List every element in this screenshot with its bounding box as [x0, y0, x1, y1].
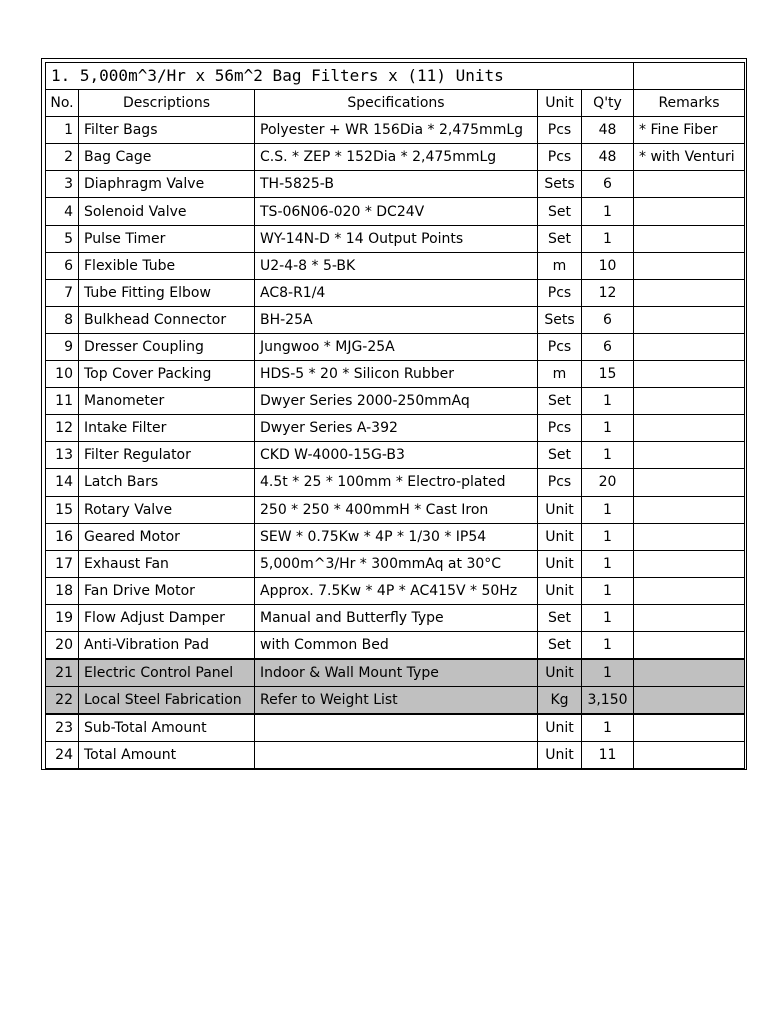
cell-remarks — [634, 361, 745, 388]
cell-no: 13 — [46, 442, 79, 469]
header-qty: Q'ty — [582, 90, 634, 117]
table-row — [46, 523, 745, 550]
cell-unit: m — [538, 361, 582, 388]
cell-qty: 1 — [582, 225, 634, 252]
cell-remarks — [634, 333, 745, 360]
cell-no: 11 — [46, 388, 79, 415]
cell-description: Filter Regulator — [79, 442, 255, 469]
cell-qty: 1 — [582, 659, 634, 687]
cell-description: Bulkhead Connector — [79, 306, 255, 333]
cell-unit: Pcs — [538, 415, 582, 442]
table-row — [46, 550, 745, 577]
cell-unit: Set — [538, 225, 582, 252]
cell-specification: Dwyer Series 2000-250mmAq — [255, 388, 538, 415]
cell-no: 23 — [46, 714, 79, 742]
cell-no: 3 — [46, 171, 79, 198]
cell-no: 4 — [46, 198, 79, 225]
cell-description: Rotary Valve — [79, 496, 255, 523]
cell-description: Flow Adjust Damper — [79, 604, 255, 631]
cell-qty: 6 — [582, 171, 634, 198]
cell-no: 17 — [46, 550, 79, 577]
header-unit: Unit — [538, 90, 582, 117]
table-row — [46, 742, 745, 769]
table-row — [46, 442, 745, 469]
cell-qty: 20 — [582, 469, 634, 496]
cell-specification: TS-06N06-020 * DC24V — [255, 198, 538, 225]
cell-no: 22 — [46, 687, 79, 715]
cell-specification: 5,000m^3/Hr * 300mmAq at 30°C — [255, 550, 538, 577]
cell-qty: 3,150 — [582, 687, 634, 715]
cell-remarks — [634, 714, 745, 742]
cell-specification: 250 * 250 * 400mmH * Cast Iron — [255, 496, 538, 523]
cell-remarks — [634, 252, 745, 279]
cell-specification: HDS-5 * 20 * Silicon Rubber — [255, 361, 538, 388]
cell-no: 10 — [46, 361, 79, 388]
cell-qty: 1 — [582, 442, 634, 469]
cell-specification: Dwyer Series A-392 — [255, 415, 538, 442]
cell-specification — [255, 742, 538, 769]
cell-remarks — [634, 469, 745, 496]
cell-description: Exhaust Fan — [79, 550, 255, 577]
cell-specification: C.S. * ZEP * 152Dia * 2,475mmLg — [255, 144, 538, 171]
cell-unit: Set — [538, 198, 582, 225]
cell-remarks — [634, 604, 745, 631]
header-specifications: Specifications — [255, 90, 538, 117]
cell-specification: AC8-R1/4 — [255, 279, 538, 306]
cell-description: Total Amount — [79, 742, 255, 769]
cell-remarks — [634, 306, 745, 333]
cell-unit: Set — [538, 442, 582, 469]
table-body — [46, 117, 745, 769]
cell-unit: Kg — [538, 687, 582, 715]
table-row — [46, 469, 745, 496]
table-row — [46, 171, 745, 198]
cell-specification: Manual and Butterfly Type — [255, 604, 538, 631]
cell-no: 8 — [46, 306, 79, 333]
cell-qty: 48 — [582, 144, 634, 171]
cell-qty: 6 — [582, 333, 634, 360]
cell-qty: 6 — [582, 306, 634, 333]
cell-description: Solenoid Valve — [79, 198, 255, 225]
table-row — [46, 714, 745, 742]
cell-remarks — [634, 631, 745, 659]
cell-description: Manometer — [79, 388, 255, 415]
cell-unit: Unit — [538, 714, 582, 742]
cell-description: Geared Motor — [79, 523, 255, 550]
cell-qty: 1 — [582, 198, 634, 225]
cell-description: Intake Filter — [79, 415, 255, 442]
cell-remarks: * with Venturi — [634, 144, 745, 171]
cell-no: 12 — [46, 415, 79, 442]
table-title: 1. 5,000m^3/Hr x 56m^2 Bag Filters x (11) Units — [46, 63, 634, 90]
table-row — [46, 415, 745, 442]
cell-specification: U2-4-8 * 5-BK — [255, 252, 538, 279]
header-no: No. — [46, 90, 79, 117]
cell-specification: 4.5t * 25 * 100mm * Electro-plated — [255, 469, 538, 496]
header-remarks: Remarks — [634, 90, 745, 117]
header-row — [46, 90, 745, 117]
cell-no: 2 — [46, 144, 79, 171]
cell-unit: Pcs — [538, 117, 582, 144]
table-row — [46, 117, 745, 144]
table-row — [46, 225, 745, 252]
cell-description: Anti-Vibration Pad — [79, 631, 255, 659]
cell-specification: TH-5825-B — [255, 171, 538, 198]
table-row — [46, 631, 745, 659]
cell-description: Pulse Timer — [79, 225, 255, 252]
cell-no: 16 — [46, 523, 79, 550]
cell-remarks — [634, 659, 745, 687]
cell-no: 19 — [46, 604, 79, 631]
cell-remarks — [634, 687, 745, 715]
cell-specification: WY-14N-D * 14 Output Points — [255, 225, 538, 252]
cell-no: 15 — [46, 496, 79, 523]
cell-remarks — [634, 388, 745, 415]
table-row — [46, 198, 745, 225]
table-row — [46, 144, 745, 171]
cell-unit: Set — [538, 631, 582, 659]
cell-qty: 1 — [582, 604, 634, 631]
cell-specification: Approx. 7.5Kw * 4P * AC415V * 50Hz — [255, 577, 538, 604]
cell-no: 24 — [46, 742, 79, 769]
cell-unit: Unit — [538, 496, 582, 523]
table-row — [46, 252, 745, 279]
cell-description: Diaphragm Valve — [79, 171, 255, 198]
cell-remarks — [634, 171, 745, 198]
cell-qty: 10 — [582, 252, 634, 279]
cell-no: 21 — [46, 659, 79, 687]
cell-specification: Polyester + WR 156Dia * 2,475mmLg — [255, 117, 538, 144]
cell-description: Filter Bags — [79, 117, 255, 144]
cell-specification: SEW * 0.75Kw * 4P * 1/30 * IP54 — [255, 523, 538, 550]
cell-no: 18 — [46, 577, 79, 604]
cell-unit: Pcs — [538, 469, 582, 496]
cell-remarks — [634, 198, 745, 225]
cell-specification: BH-25A — [255, 306, 538, 333]
cell-qty: 15 — [582, 361, 634, 388]
header-descriptions: Descriptions — [79, 90, 255, 117]
cell-remarks — [634, 415, 745, 442]
cell-description: Top Cover Packing — [79, 361, 255, 388]
cell-specification: Indoor & Wall Mount Type — [255, 659, 538, 687]
cell-no: 20 — [46, 631, 79, 659]
cell-remarks — [634, 577, 745, 604]
cell-remarks — [634, 523, 745, 550]
cell-unit: Set — [538, 388, 582, 415]
cell-specification: CKD W-4000-15G-B3 — [255, 442, 538, 469]
cell-description: Tube Fitting Elbow — [79, 279, 255, 306]
cell-qty: 1 — [582, 388, 634, 415]
cell-unit: Unit — [538, 742, 582, 769]
cell-unit: Sets — [538, 306, 582, 333]
bill-of-materials-table — [45, 62, 745, 769]
cell-remarks — [634, 225, 745, 252]
cell-unit: Sets — [538, 171, 582, 198]
table-row — [46, 388, 745, 415]
cell-description: Electric Control Panel — [79, 659, 255, 687]
cell-qty: 1 — [582, 550, 634, 577]
table-row — [46, 577, 745, 604]
cell-description: Dresser Coupling — [79, 333, 255, 360]
cell-unit: Unit — [538, 523, 582, 550]
cell-no: 14 — [46, 469, 79, 496]
cell-unit: Pcs — [538, 144, 582, 171]
cell-description: Sub-Total Amount — [79, 714, 255, 742]
cell-remarks — [634, 496, 745, 523]
title-remarks-cell — [634, 63, 745, 90]
cell-no: 5 — [46, 225, 79, 252]
cell-specification — [255, 714, 538, 742]
cell-unit: m — [538, 252, 582, 279]
cell-specification: with Common Bed — [255, 631, 538, 659]
table-row — [46, 687, 745, 715]
table-row — [46, 496, 745, 523]
cell-description: Bag Cage — [79, 144, 255, 171]
cell-remarks — [634, 742, 745, 769]
cell-remarks — [634, 442, 745, 469]
cell-qty: 11 — [582, 742, 634, 769]
cell-unit: Pcs — [538, 333, 582, 360]
cell-unit: Pcs — [538, 279, 582, 306]
cell-description: Local Steel Fabrication — [79, 687, 255, 715]
cell-unit: Unit — [538, 659, 582, 687]
table-row — [46, 279, 745, 306]
cell-qty: 1 — [582, 714, 634, 742]
cell-no: 6 — [46, 252, 79, 279]
cell-no: 7 — [46, 279, 79, 306]
cell-remarks — [634, 279, 745, 306]
cell-remarks — [634, 550, 745, 577]
cell-qty: 48 — [582, 117, 634, 144]
cell-qty: 12 — [582, 279, 634, 306]
cell-qty: 1 — [582, 415, 634, 442]
cell-unit: Unit — [538, 577, 582, 604]
cell-no: 1 — [46, 117, 79, 144]
cell-specification: Jungwoo * MJG-25A — [255, 333, 538, 360]
cell-unit: Set — [538, 604, 582, 631]
title-row — [46, 63, 745, 90]
cell-qty: 1 — [582, 496, 634, 523]
cell-description: Flexible Tube — [79, 252, 255, 279]
cell-qty: 1 — [582, 577, 634, 604]
cell-qty: 1 — [582, 523, 634, 550]
cell-qty: 1 — [582, 631, 634, 659]
cell-description: Fan Drive Motor — [79, 577, 255, 604]
cell-no: 9 — [46, 333, 79, 360]
table-row — [46, 306, 745, 333]
cell-unit: Unit — [538, 550, 582, 577]
cell-remarks: * Fine Fiber — [634, 117, 745, 144]
cell-description: Latch Bars — [79, 469, 255, 496]
table-row — [46, 333, 745, 360]
table-row — [46, 361, 745, 388]
cell-specification: Refer to Weight List — [255, 687, 538, 715]
table-row — [46, 604, 745, 631]
table-row — [46, 659, 745, 687]
